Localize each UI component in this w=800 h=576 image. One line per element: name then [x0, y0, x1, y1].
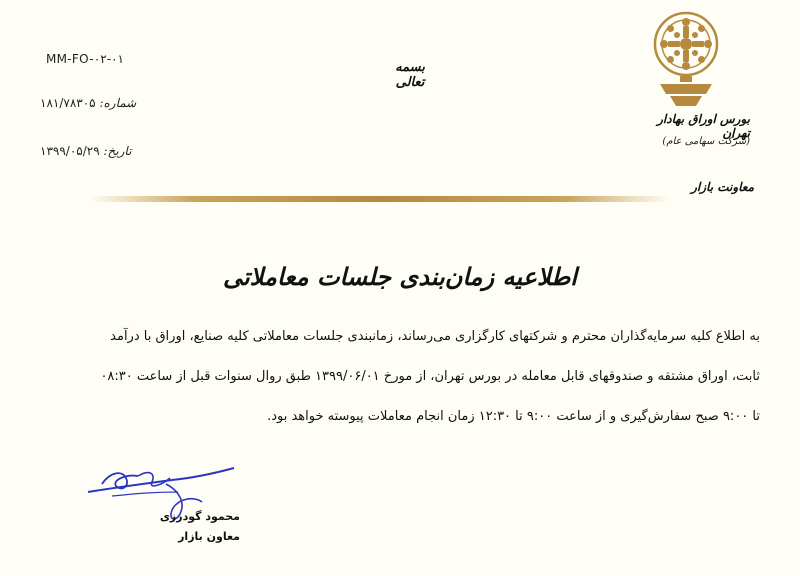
body-line-2: ثابت، اوراق مشتقه و صندوقهای قابل معامله در بورس تهران، از مورخ ۱۳۹۹/۰۶/۰۱ طبق روال سنوات قبل از ساعت ۰۸:۳۰ — [100, 369, 760, 384]
body-line-1: به اطلاع کلیه سرمایه‌گذاران محترم و شرکتهای کارگزاری می‌رساند، زمانبندی جلسات معاملاتی کلیه صنایع، اوراق با درآمد — [110, 329, 760, 344]
letter-date-label: تاریخ: — [103, 144, 132, 158]
letter-number-value: ۱۸۱/۷۸۳۰۵ — [40, 96, 96, 110]
signer-name: محمود گودرزی — [159, 510, 240, 523]
organization-name: بورس اوراق بهادار تهران — [657, 112, 750, 140]
organization-type: (شرکت سهامی عام) — [662, 136, 750, 147]
header-divider — [90, 196, 670, 202]
letter-date — [40, 144, 131, 158]
bismillah-heading: بسمه تعالی — [395, 60, 425, 90]
letter-date-value: ۱۳۹۹/۰۵/۲۹ — [40, 144, 100, 158]
form-code: MM-FO-۰۲-۰۱ — [46, 52, 124, 66]
letter-number-label: شماره: — [99, 96, 137, 110]
document-title: اطلاعیه زمان‌بندی جلسات معاملاتی — [223, 262, 577, 291]
signer-role: معاون بازار — [178, 530, 240, 543]
exchange-logo-icon — [650, 10, 722, 110]
letter-number — [40, 96, 136, 110]
department-name: معاونت بازار — [691, 180, 754, 194]
body-line-3: تا ۹:۰۰ صبح سفارش‌گیری و از ساعت ۹:۰۰ تا ۱۲:۳۰ زمان انجام معاملات پیوسته خواهد بود. — [267, 409, 760, 424]
